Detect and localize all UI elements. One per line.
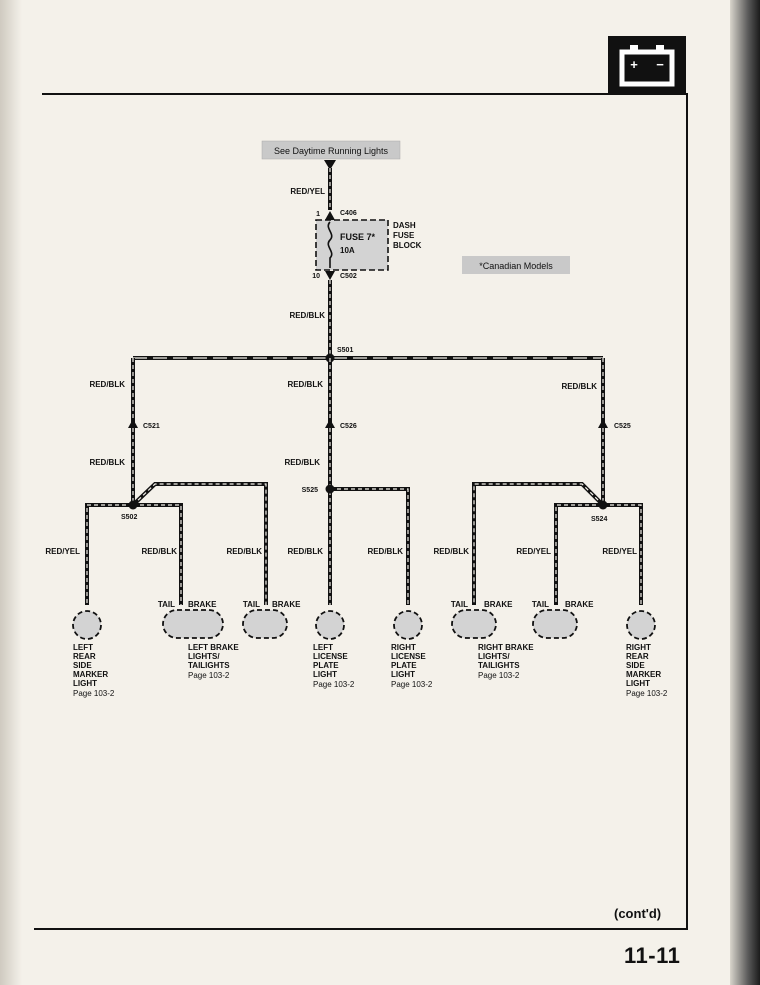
caption-line: LIGHTS/ bbox=[478, 652, 510, 661]
battery-plus-sign: + bbox=[630, 57, 638, 72]
c406-pin-1: 1 bbox=[316, 211, 320, 218]
caption-page-ref: Page 103-2 bbox=[313, 680, 355, 689]
right-brake-tail-bulb-icon bbox=[452, 610, 496, 638]
c526-label: C526 bbox=[340, 423, 357, 430]
wire-label-red-blk-left-lower: RED/BLK bbox=[89, 458, 125, 467]
right-brake-caption bbox=[478, 643, 534, 680]
right-license-caption bbox=[391, 643, 433, 689]
s502-label: S502 bbox=[121, 514, 138, 521]
wire-label-red-yel-left-marker: RED/YEL bbox=[45, 547, 80, 556]
left-license-caption bbox=[313, 643, 355, 689]
s524-label: S524 bbox=[591, 516, 608, 523]
caption-line: TAILIGHTS bbox=[188, 661, 230, 670]
fuse-block-line3: BLOCK bbox=[393, 241, 422, 250]
right1-brake-label: BRAKE bbox=[484, 600, 513, 609]
caption-page-ref: Page 103-2 bbox=[73, 689, 115, 698]
left2-tail-label: TAIL bbox=[242, 600, 260, 609]
caption-line: REAR bbox=[626, 652, 649, 661]
s502-splice bbox=[129, 501, 138, 510]
caption-line: LIGHTS/ bbox=[188, 652, 220, 661]
c502-label: C502 bbox=[340, 273, 357, 280]
caption-line: LIGHT bbox=[73, 679, 97, 688]
right2-tail-label: TAIL bbox=[531, 600, 549, 609]
right-side-marker-bulb-icon bbox=[627, 611, 655, 639]
wire-label-red-blk-left-upper: RED/BLK bbox=[89, 380, 125, 389]
fuse-block-line1: DASH bbox=[393, 221, 416, 230]
right2-brake-label: BRAKE bbox=[565, 600, 594, 609]
left-brake-caption bbox=[188, 643, 239, 680]
wire-s502-branches bbox=[87, 484, 266, 605]
c521-label: C521 bbox=[143, 423, 160, 430]
right-license-bulb-icon bbox=[394, 611, 422, 639]
left-brake-tail-bulb-2-icon bbox=[243, 610, 287, 638]
left1-tail-label: TAIL bbox=[157, 600, 175, 609]
c521-connector bbox=[128, 419, 138, 428]
c526-connector bbox=[325, 419, 335, 428]
caption-line: TAILIGHTS bbox=[478, 661, 520, 670]
c525-label: C525 bbox=[614, 423, 631, 430]
caption-page-ref: Page 103-2 bbox=[478, 671, 520, 680]
caption-line: SIDE bbox=[73, 661, 92, 670]
right-brake-tail-bulb-2-icon bbox=[533, 610, 577, 638]
c502-pin-10: 10 bbox=[312, 273, 320, 280]
left1-brake-label: BRAKE bbox=[188, 600, 217, 609]
wire-label-red-blk-left-brake: RED/BLK bbox=[226, 547, 262, 556]
s525-label: S525 bbox=[301, 487, 318, 494]
caption-line: LEFT BRAKE bbox=[188, 643, 239, 652]
caption-line: PLATE bbox=[391, 661, 417, 670]
caption-line: LEFT bbox=[73, 643, 93, 652]
s501-label: S501 bbox=[337, 347, 354, 354]
caption-line: LEFT bbox=[313, 643, 333, 652]
caption-line: LIGHT bbox=[626, 679, 650, 688]
fuse-block-line2: FUSE bbox=[393, 231, 415, 240]
wire-label-red-yel-top: RED/YEL bbox=[290, 187, 325, 196]
right1-tail-label: TAIL bbox=[450, 600, 468, 609]
wire-label-red-blk-center-upper: RED/BLK bbox=[287, 380, 323, 389]
wire-label-red-blk-right: RED/BLK bbox=[561, 382, 597, 391]
dash-fuse-block bbox=[316, 220, 388, 270]
see-box-text: See Daytime Running Lights bbox=[273, 146, 389, 156]
caption-line: RIGHT BRAKE bbox=[478, 643, 534, 652]
wire-label-red-blk-main: RED/BLK bbox=[289, 311, 325, 320]
c525-connector bbox=[598, 419, 608, 428]
caption-line: MARKER bbox=[626, 670, 662, 679]
c406-connector bbox=[325, 211, 335, 220]
caption-line: RIGHT bbox=[391, 643, 416, 652]
caption-line: RIGHT bbox=[626, 643, 651, 652]
caption-line: LIGHT bbox=[313, 670, 337, 679]
left2-brake-label: BRAKE bbox=[272, 600, 301, 609]
s524-splice bbox=[599, 501, 608, 510]
wire-label-red-blk-left-license: RED/BLK bbox=[287, 547, 323, 556]
s525-splice bbox=[326, 485, 335, 494]
battery-minus-sign: − bbox=[656, 57, 664, 72]
wire-label-red-yel-right-brake: RED/YEL bbox=[516, 547, 551, 556]
c406-label: C406 bbox=[340, 210, 357, 217]
canadian-models-text: *Canadian Models bbox=[479, 261, 553, 271]
fuse-amps-label: 10A bbox=[340, 246, 355, 255]
caption-line: PLATE bbox=[313, 661, 339, 670]
continued-label: (cont'd) bbox=[614, 906, 662, 921]
wire-label-red-blk-center-lower: RED/BLK bbox=[284, 458, 320, 467]
left-side-marker-caption bbox=[73, 643, 115, 698]
caption-line: LICENSE bbox=[313, 652, 348, 661]
caption-page-ref: Page 103-2 bbox=[626, 689, 668, 698]
left-license-bulb-icon bbox=[316, 611, 344, 639]
left-brake-tail-bulb-icon bbox=[163, 610, 223, 638]
fuse-7-label: FUSE 7* bbox=[340, 232, 376, 242]
caption-page-ref: Page 103-2 bbox=[188, 671, 230, 680]
canadian-models-note bbox=[462, 256, 570, 274]
right-side-marker-caption bbox=[626, 643, 668, 698]
caption-line: MARKER bbox=[73, 670, 109, 679]
caption-line: SIDE bbox=[626, 661, 645, 670]
left-side-marker-bulb-icon bbox=[73, 611, 101, 639]
wire-s524-branches bbox=[474, 484, 641, 605]
caption-line: LIGHT bbox=[391, 670, 415, 679]
wire-label-red-blk-left-tail: RED/BLK bbox=[141, 547, 177, 556]
wire-label-red-blk-right-license: RED/BLK bbox=[367, 547, 403, 556]
caption-line: REAR bbox=[73, 652, 96, 661]
see-daytime-running-lights-box bbox=[262, 141, 400, 159]
wire-label-red-blk-right-tail: RED/BLK bbox=[433, 547, 469, 556]
wire-label-red-yel-right-marker: RED/YEL bbox=[602, 547, 637, 556]
caption-line: LICENSE bbox=[391, 652, 426, 661]
page-number: 11-11 bbox=[624, 943, 681, 968]
caption-page-ref: Page 103-2 bbox=[391, 680, 433, 689]
c502-connector bbox=[325, 271, 335, 280]
